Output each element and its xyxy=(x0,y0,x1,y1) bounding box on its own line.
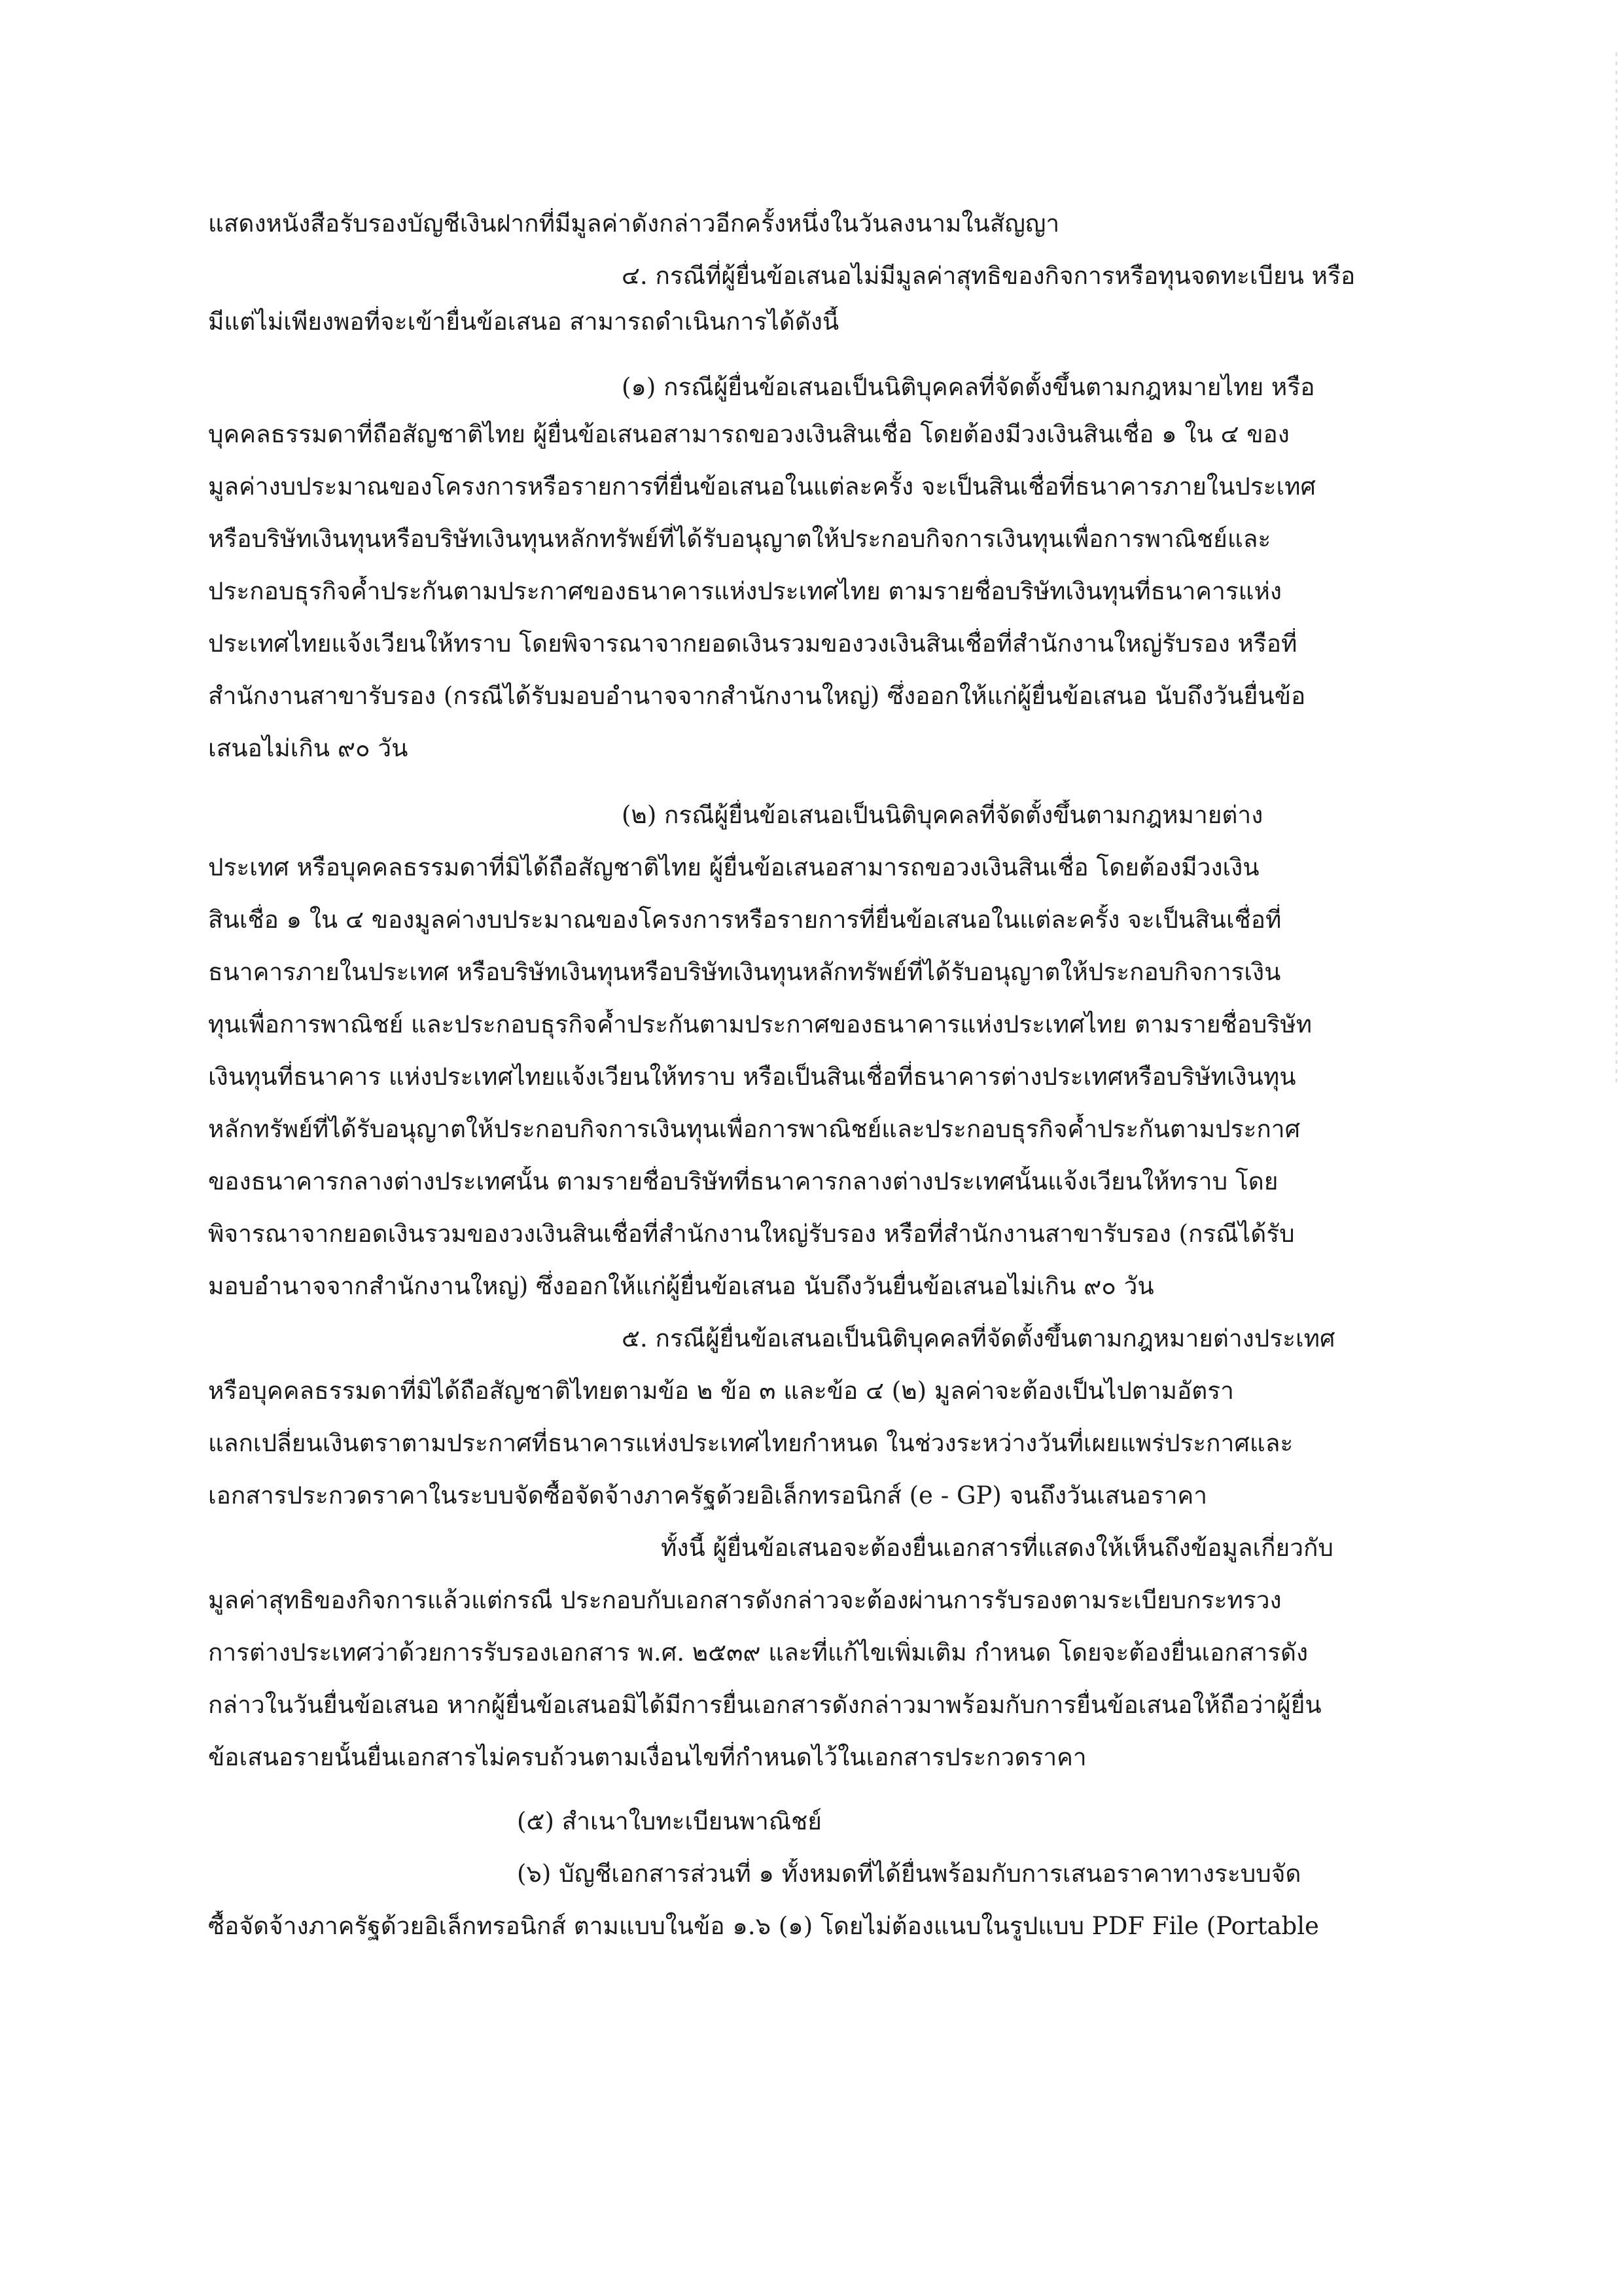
text-line: แสดงหนังสือรับรองบัญชีเงินฝากที่มีมูลค่าดังกล่าวอีกครั้งหนึ่งในวันลงนามในสัญญา xyxy=(208,209,1060,238)
text-line: ทั้งนี้ ผู้ยื่นข้อเสนอจะต้องยื่นเอกสารที่แสดงให้เห็นถึงข้อมูลเกี่ยวกับ xyxy=(661,1534,1333,1562)
scan-edge-artifact xyxy=(1615,52,1617,1086)
text-line: ข้อเสนอรายนั้นยื่นเอกสารไม่ครบถ้วนตามเงื่อนไขที่กำหนดไว้ในเอกสารประกวดราคา xyxy=(208,1743,1087,1771)
text-line: ๕. กรณีผู้ยื่นข้อเสนอเป็นนิติบุคคลที่จัดตั้งขึ้นตามกฎหมายต่างประเทศ xyxy=(622,1324,1335,1352)
text-line: เอกสารประกวดราคาในระบบจัดซื้อจัดจ้างภาครัฐด้วยอิเล็กทรอนิกส์ (e - GP) จนถึงวันเสนอราคา xyxy=(208,1481,1208,1510)
text-line: บุคคลธรรมดาที่ถือสัญชาติไทย ผู้ยื่นข้อเสนอสามารถขอวงเงินสินเชื่อ โดยต้องมีวงเงินสินเชื่อ ๑ ใน ๔ ของ xyxy=(208,420,1290,448)
text-line: ประเทศไทยแจ้งเวียนให้ทราบ โดยพิจารณาจากยอดเงินรวมของวงเงินสินเชื่อที่สำนักงานใหญ่รับรอง หรือที่ xyxy=(208,629,1297,658)
text-line: กล่าวในวันยื่นข้อเสนอ หากผู้ยื่นข้อเสนอมิได้มีการยื่นเอกสารดังกล่าวมาพร้อมกับการยื่นข้อเสนอให้ถือว่าผู้ยื่น xyxy=(208,1691,1322,1719)
text-line: หลักทรัพย์ที่ได้รับอนุญาตให้ประกอบกิจการเงินทุนเพื่อการพาณิชย์และประกอบธุรกิจค้ำประกันตามประกาศ xyxy=(208,1115,1301,1143)
text-line: ทุนเพื่อการพาณิชย์ และประกอบธุรกิจค้ำประกันตามประกาศของธนาคารแห่งประเทศไทย ตามรายชื่อบริษัท xyxy=(208,1010,1312,1038)
text-line: (๖) บัญชีเอกสารส่วนที่ ๑ ทั้งหมดที่ได้ยื่นพร้อมกับการเสนอราคาทางระบบจัด xyxy=(517,1860,1301,1888)
text-line: มูลค่าสุทธิของกิจการแล้วแต่กรณี ประกอบกับเอกสารดังกล่าวจะต้องผ่านการรับรองตามระเบียบกระทรวง xyxy=(208,1586,1282,1614)
text-line: เงินทุนที่ธนาคาร แห่งประเทศไทยแจ้งเวียนให้ทราบ หรือเป็นสินเชื่อที่ธนาคารต่างประเทศหรือบริษัทเงินทุน xyxy=(208,1063,1296,1091)
text-line: มีแต่ไม่เพียงพอที่จะเข้ายื่นข้อเสนอ สามารถดำเนินการได้ดังนี้ xyxy=(208,308,839,336)
text-line: การต่างประเทศว่าด้วยการรับรองเอกสาร พ.ศ. ๒๕๓๙ และที่แก้ไขเพิ่มเติม กำหนด โดยจะต้องยื่นเอกสารดัง xyxy=(208,1638,1309,1667)
text-line: (๒) กรณีผู้ยื่นข้อเสนอเป็นนิติบุคคลที่จัดตั้งขึ้นตามกฎหมายต่าง xyxy=(622,801,1263,829)
text-line: มอบอำนาจจากสำนักงานใหญ่) ซึ่งออกให้แก่ผู้ยื่นข้อเสนอ นับถึงวันยื่นข้อเสนอไม่เกิน ๙๐ วัน xyxy=(208,1272,1154,1300)
text-line: สำนักงานสาขารับรอง (กรณีได้รับมอบอำนาจจากสำนักงานใหญ่) ซึ่งออกให้แก่ผู้ยื่นข้อเสนอ นับถึงวันยื่นข้อ xyxy=(208,682,1306,710)
text-line: หรือบริษัทเงินทุนหรือบริษัทเงินทุนหลักทรัพย์ที่ได้รับอนุญาตให้ประกอบกิจการเงินทุนเพื่อการพาณิชย์และ xyxy=(208,525,1271,553)
text-line: ซื้อจัดจ้างภาครัฐด้วยอิเล็กทรอนิกส์ ตามแบบในข้อ ๑.๖ (๑) โดยไม่ต้องแนบในรูปแบบ PDF File (Portable xyxy=(208,1912,1319,1940)
text-line: ๔. กรณีที่ผู้ยื่นข้อเสนอไม่มีมูลค่าสุทธิของกิจการหรือทุนจดทะเบียน หรือ xyxy=(622,262,1356,290)
text-line: พิจารณาจากยอดเงินรวมของวงเงินสินเชื่อที่สำนักงานใหญ่รับรอง หรือที่สำนักงานสาขารับรอง (กรณีได้รับ xyxy=(208,1220,1295,1248)
text-line: หรือบุคคลธรรมดาที่มิได้ถือสัญชาติไทยตามข้อ ๒ ข้อ ๓ และข้อ ๔ (๒) มูลค่าจะต้องเป็นไปตามอัตรา xyxy=(208,1377,1234,1405)
text-line: ของธนาคารกลางต่างประเทศนั้น ตามรายชื่อบริษัทที่ธนาคารกลางต่างประเทศนั้นแจ้งเวียนให้ทราบ โดย xyxy=(208,1167,1279,1195)
text-line: มูลค่างบประมาณของโครงการหรือรายการที่ยื่นข้อเสนอในแต่ละครั้ง จะเป็นสินเชื่อที่ธนาคารภายในประเทศ xyxy=(208,472,1316,501)
text-line: แลกเปลี่ยนเงินตราตามประกาศที่ธนาคารแห่งประเทศไทยกำหนด ในช่วงระหว่างวันที่เผยแพร่ประกาศและ xyxy=(208,1429,1294,1457)
text-line: เสนอไม่เกิน ๙๐ วัน xyxy=(208,734,408,762)
text-line: สินเชื่อ ๑ ใน ๔ ของมูลค่างบประมาณของโครงการหรือรายการที่ยื่นข้อเสนอในแต่ละครั้ง จะเป็นสินเชื่อที่ xyxy=(208,906,1282,934)
text-line: ประเทศ หรือบุคคลธรรมดาที่มิได้ถือสัญชาติไทย ผู้ยื่นข้อเสนอสามารถขอวงเงินสินเชื่อ โดยต้องมีวงเงิน xyxy=(208,853,1260,881)
text-line: (๑) กรณีผู้ยื่นข้อเสนอเป็นนิติบุคคลที่จัดตั้งขึ้นตามกฎหมายไทย หรือ xyxy=(622,373,1315,401)
text-line: (๕) สำเนาใบทะเบียนพาณิชย์ xyxy=(517,1807,822,1835)
text-line: ธนาคารภายในประเทศ หรือบริษัทเงินทุนหรือบริษัทเงินทุนหลักทรัพย์ที่ได้รับอนุญาตให้ประกอบกิจการเงิน xyxy=(208,958,1281,986)
text-line: ประกอบธุรกิจค้ำประกันตามประกาศของธนาคารแห่งประเทศไทย ตามรายชื่อบริษัทเงินทุนที่ธนาคารแห่ง xyxy=(208,577,1282,605)
